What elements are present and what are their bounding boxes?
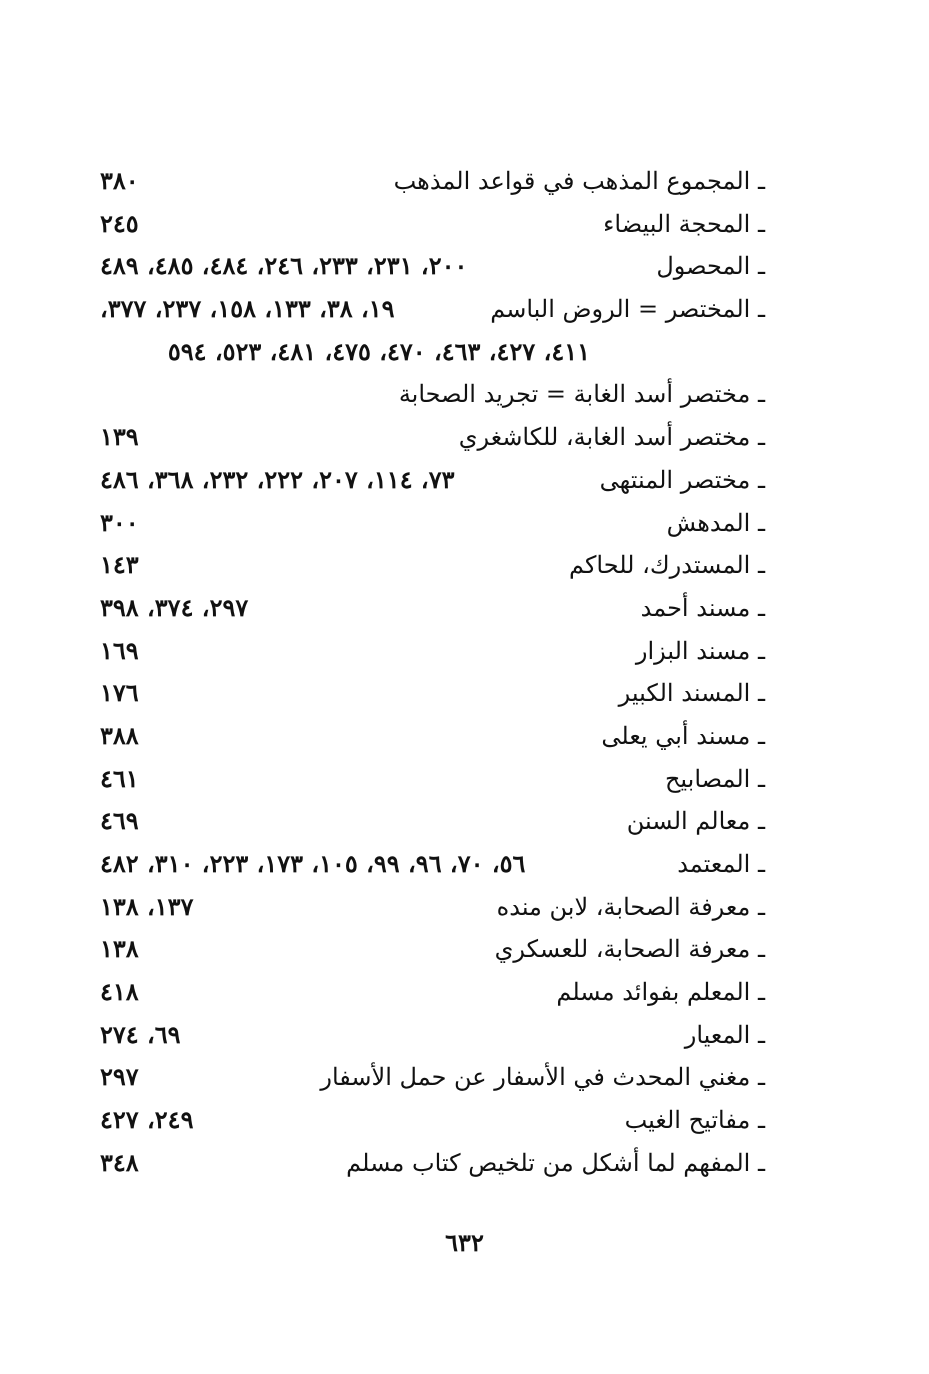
entry-title: ـ المحصول: [656, 252, 765, 281]
index-entry: [100, 1014, 765, 1057]
index-entry: [100, 1142, 765, 1185]
index-entry: [100, 203, 765, 246]
entry-title: ـ المعيار: [684, 1020, 765, 1049]
entry-pages: ١٦٩: [100, 635, 139, 665]
index-entry: [100, 245, 765, 288]
entry-pages: ٤٦١: [100, 763, 139, 793]
entry-pages: ٦٩، ٢٧٤: [100, 1019, 181, 1049]
entry-pages: ٢٩٧: [100, 1062, 139, 1092]
entry-title: ـ المصابيح: [664, 764, 765, 793]
index-entry: [100, 416, 765, 459]
index-entry: [100, 587, 765, 630]
index-entry: [100, 928, 765, 971]
entry-title: ـ مسند أبي يعلى: [601, 721, 765, 750]
entry-title: ـ مختصر أسد الغابة = تجريد الصحابة: [398, 380, 765, 409]
index-entry: [100, 672, 765, 715]
entry-title: ـ المستدرك، للحاكم: [569, 551, 765, 580]
entry-pages: ٣٠٠: [100, 507, 139, 537]
index-entry: [100, 843, 765, 886]
entry-pages: ٣٨٠: [100, 166, 139, 195]
entry-pages: ٣٤٨: [100, 1147, 139, 1177]
entry-title: ـ المفهم لما أشكل من تلخيص كتاب مسلم: [346, 1148, 765, 1177]
entry-pages: ٢٤٥: [100, 208, 139, 238]
entry-pages: ٢٠٠، ٢٣١، ٢٣٣، ٢٤٦، ٤٨٤، ٤٨٥، ٤٨٩: [100, 251, 468, 281]
index-entry: [100, 288, 765, 331]
entry-pages: ٤١١، ٤٢٧، ٤٦٣، ٤٧٠، ٤٧٥، ٤٨١، ٥٢٣، ٥٩٤: [167, 336, 590, 366]
entry-title: ـ مسند أحمد: [640, 593, 765, 622]
entry-title: ـ المسند الكبير: [618, 679, 765, 708]
index-entry: [100, 758, 765, 801]
index-entry: [100, 630, 765, 673]
entry-pages: ٢٩٧، ٣٧٤، ٣٩٨: [100, 592, 249, 622]
entry-pages: ٧٣، ١١٤، ٢٠٧، ٢٢٢، ٢٣٢، ٣٦٨، ٤٨٦: [100, 464, 455, 494]
entry-title: ـ مغني المحدث في الأسفار عن حمل الأسفار: [320, 1063, 765, 1092]
entry-pages: ١٣٧، ١٣٨: [100, 891, 194, 921]
entry-pages: ١٩، ٣٨، ١٣٣، ١٥٨، ٢٣٧، ٣٧٧،: [100, 294, 395, 324]
entry-pages: ٥٦، ٧٠، ٩٦، ٩٩، ١٠٥، ١٧٣، ٢٢٣، ٣١٠، ٤٨٢: [100, 849, 526, 878]
index-entry: [100, 459, 765, 502]
entry-title: ـ المدهش: [666, 508, 765, 537]
entry-pages: ٣٨٨: [100, 720, 139, 750]
entry-pages: ١٣٩: [100, 422, 139, 452]
index-entry: [100, 1099, 765, 1142]
entry-pages: ٤٦٩: [100, 806, 139, 836]
entry-pages: ٢٤٩، ٤٢٧: [100, 1105, 194, 1135]
entry-pages: ١٤٣: [100, 550, 139, 580]
entry-pages: ٤١٨: [100, 977, 139, 1007]
entry-title: ـ مسند البزار: [635, 636, 765, 665]
entry-title: ـ مختصر أسد الغابة، للكاشغري: [458, 423, 765, 452]
entry-title: ـ مختصر المنتهى: [599, 465, 765, 494]
index-entry-continuation: [100, 331, 765, 374]
index-entry: [100, 1056, 765, 1099]
index-entry: [100, 544, 765, 587]
index-entry: [100, 373, 765, 416]
index-entry: [100, 971, 765, 1014]
entry-title: ـ المعتمد: [677, 850, 765, 878]
page-number: ٦٣٢: [445, 1228, 484, 1257]
entry-title: ـ معرفة الصحابة، للعسكري: [494, 935, 765, 964]
entry-title: ـ معرفة الصحابة، لابن منده: [496, 892, 765, 921]
entry-title: ـ مفاتيح الغيب: [624, 1106, 765, 1135]
entry-title: ـ المجموع المذهب في قواعد المذهب: [393, 167, 765, 195]
index-entry: [100, 800, 765, 843]
entry-pages: ١٣٨: [100, 934, 139, 964]
index-entry: [100, 160, 765, 203]
entry-title: ـ المحجة البيضاء: [603, 209, 765, 238]
index-entry: [100, 502, 765, 545]
references-index: [100, 160, 765, 1185]
entry-pages: ١٧٦: [100, 678, 139, 708]
index-entry: [100, 886, 765, 929]
entry-title: ـ معالم السنن: [626, 807, 765, 836]
entry-title: ـ المعلم بفوائد مسلم: [556, 978, 765, 1007]
entry-title: ـ المختصر = الروض الباسم: [490, 295, 765, 324]
index-entry: [100, 715, 765, 758]
